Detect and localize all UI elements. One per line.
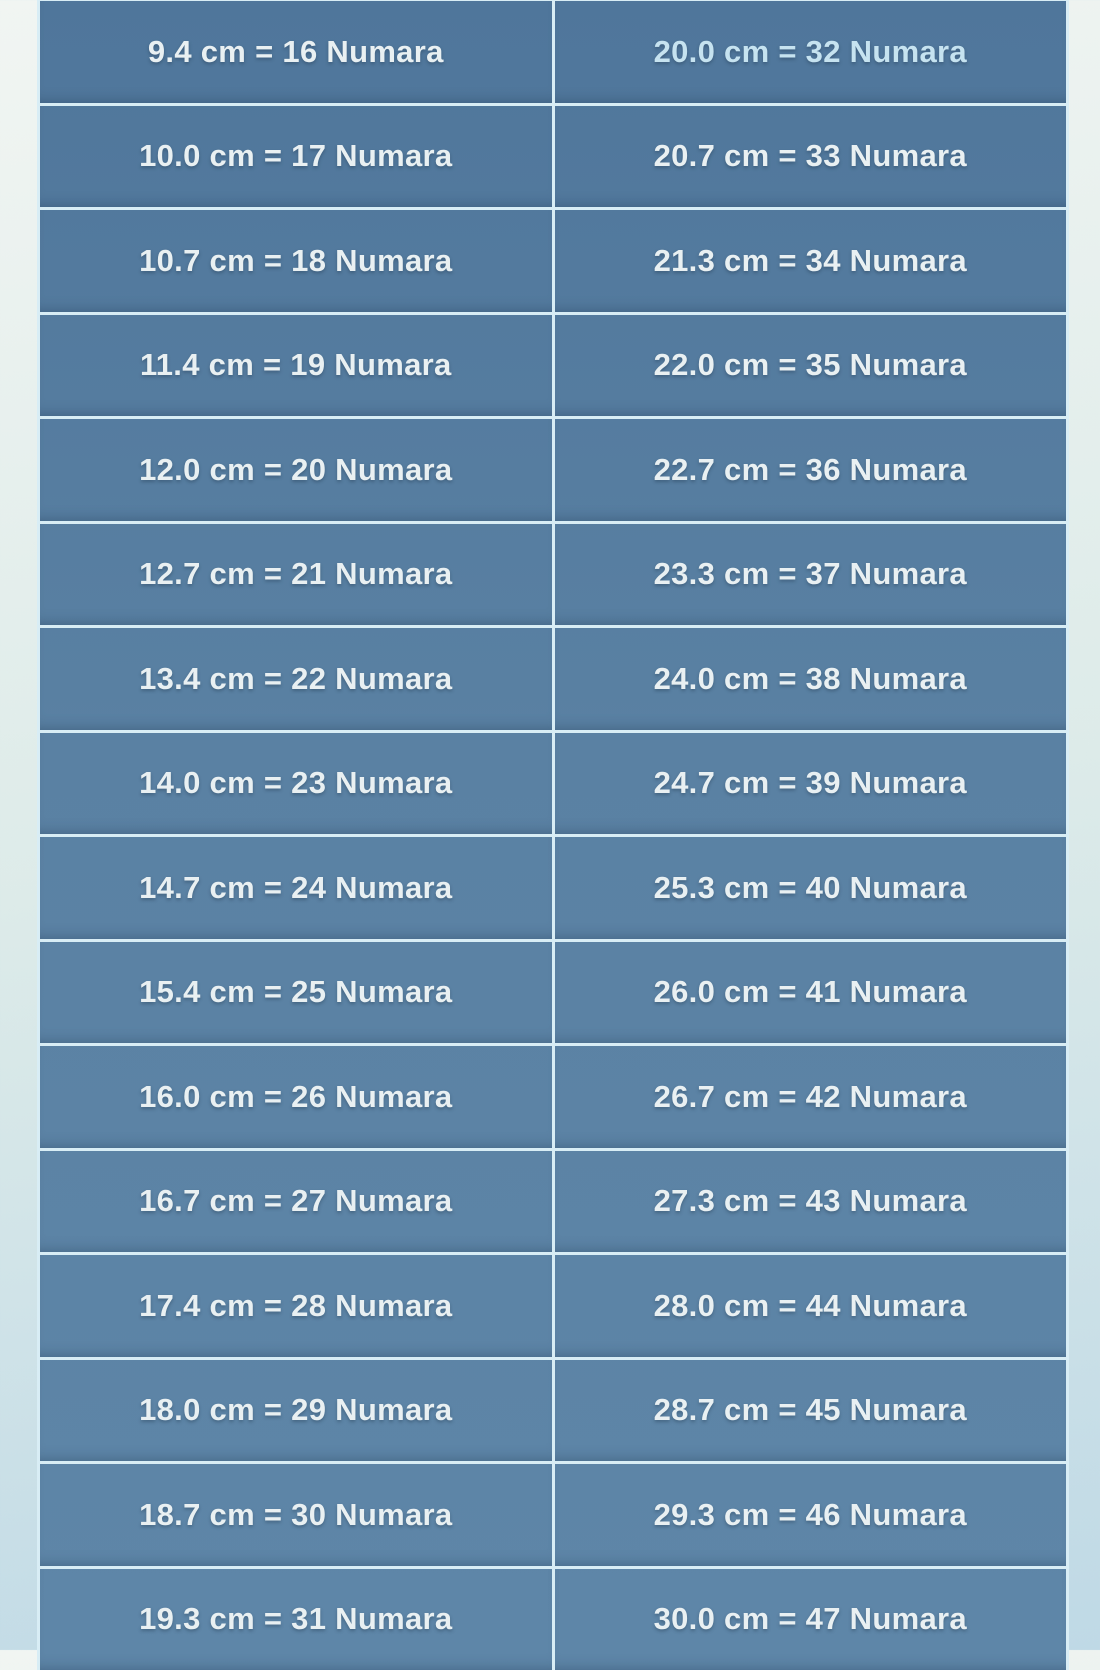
row-text: 28.7 cm = 45 Numara [654,1392,967,1428]
table-row [555,312,1067,417]
right-column [555,0,1067,1670]
table-row [40,0,552,103]
table-row [40,416,552,521]
row-text: 18.7 cm = 30 Numara [139,1497,452,1533]
table-row [40,1566,552,1670]
row-text: 11.4 cm = 19 Numara [140,347,452,383]
row-text: 28.0 cm = 44 Numara [654,1288,967,1324]
row-text: 21.3 cm = 34 Numara [654,243,967,279]
row-text: 27.3 cm = 43 Numara [654,1183,967,1219]
table-row [40,939,552,1044]
row-text: 16.0 cm = 26 Numara [139,1079,452,1115]
row-text: 26.0 cm = 41 Numara [654,974,967,1010]
row-text: 10.0 cm = 17 Numara [139,138,452,174]
row-text: 14.0 cm = 23 Numara [139,765,452,801]
row-text: 14.7 cm = 24 Numara [139,870,452,906]
table-row [555,103,1067,208]
row-text: 30.0 cm = 47 Numara [654,1601,967,1637]
table-row [40,103,552,208]
row-text: 18.0 cm = 29 Numara [139,1392,452,1428]
table-row [40,207,552,312]
table-row [555,834,1067,939]
row-text: 24.0 cm = 38 Numara [654,661,967,697]
left-column [40,0,555,1670]
row-text: 12.7 cm = 21 Numara [139,556,452,592]
size-conversion-table [37,0,1069,1670]
row-text: 20.7 cm = 33 Numara [654,138,967,174]
table-row [555,1461,1067,1566]
table-row [555,730,1067,835]
table-row [555,1148,1067,1253]
row-text: 24.7 cm = 39 Numara [654,765,967,801]
table-row [40,1043,552,1148]
table-row [555,0,1067,103]
row-text: 29.3 cm = 46 Numara [654,1497,967,1533]
table-row [40,1357,552,1462]
table-row [40,1252,552,1357]
table-row [555,625,1067,730]
table-row [40,1148,552,1253]
row-text: 16.7 cm = 27 Numara [139,1183,452,1219]
row-text: 19.3 cm = 31 Numara [139,1601,452,1637]
table-row [555,207,1067,312]
row-text: 25.3 cm = 40 Numara [654,870,967,906]
table-row [40,834,552,939]
table-row [40,521,552,626]
table-row [40,625,552,730]
row-text: 26.7 cm = 42 Numara [654,1079,967,1115]
row-text: 17.4 cm = 28 Numara [139,1288,452,1324]
table-row [555,521,1067,626]
table-row [40,1461,552,1566]
table-row [555,1566,1067,1670]
table-row [555,939,1067,1044]
row-text: 15.4 cm = 25 Numara [139,974,452,1010]
row-text: 23.3 cm = 37 Numara [654,556,967,592]
row-text: 22.7 cm = 36 Numara [654,452,967,488]
row-text: 22.0 cm = 35 Numara [654,347,967,383]
table-row [555,416,1067,521]
row-text: 9.4 cm = 16 Numara [148,34,444,70]
table-row [555,1357,1067,1462]
table-row [555,1252,1067,1357]
table-row [40,312,552,417]
row-text: 12.0 cm = 20 Numara [139,452,452,488]
table-row [40,730,552,835]
row-text: 20.0 cm = 32 Numara [654,34,967,70]
row-text: 10.7 cm = 18 Numara [139,243,452,279]
table-row [555,1043,1067,1148]
row-text: 13.4 cm = 22 Numara [139,661,452,697]
